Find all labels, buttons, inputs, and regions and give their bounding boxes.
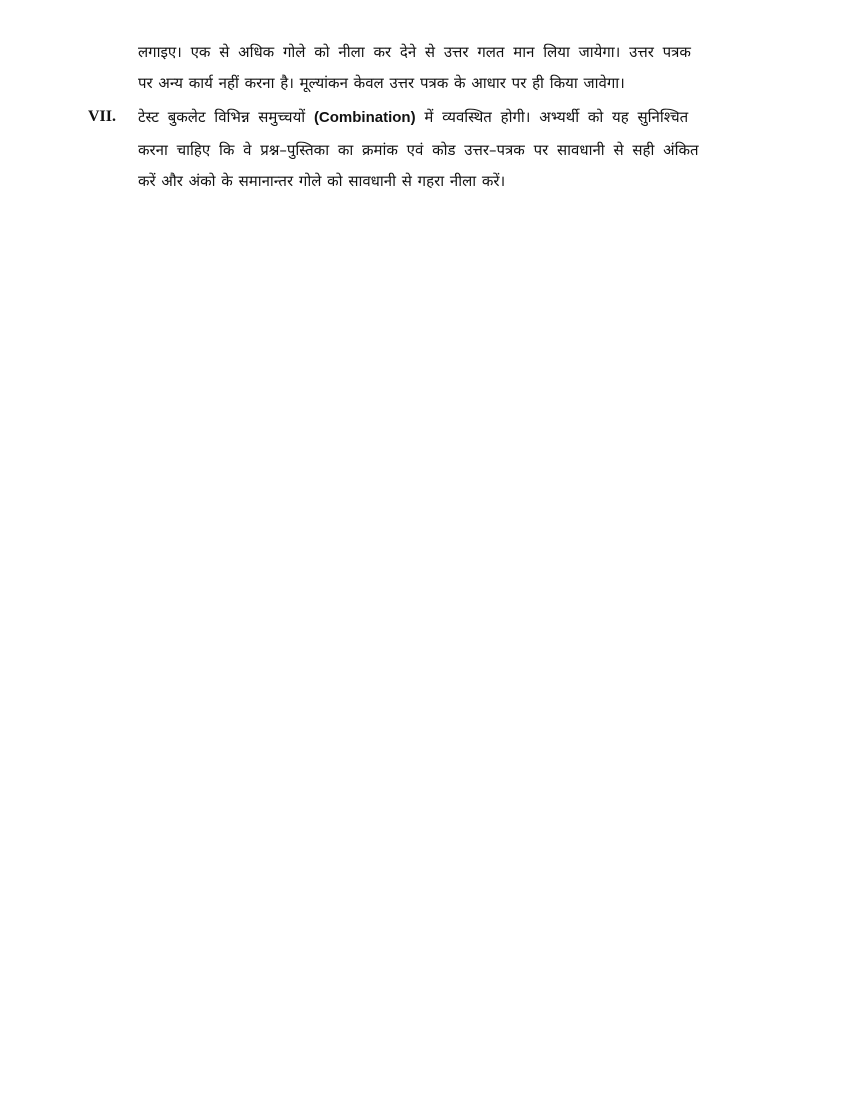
item-vii-line-1-end: में व्यवस्थित होगी। अभ्यर्थी को यह सुनिश्चित — [424, 108, 689, 126]
item-number-vii: VII. — [88, 108, 117, 125]
item-vii-line-3: करें और अंको के समानान्तर गोले को सावधानी से गहरा नीला करें। — [138, 172, 506, 190]
combination-term: (Combination) — [313, 109, 416, 126]
item-vii-line-2: करना चाहिए कि वे प्रश्न–पुस्तिका का क्रमांक एवं कोड उत्तर–पत्रक पर सावधानी से सही अंकित — [138, 141, 699, 159]
instruction-line-1: लगाइए। एक से अधिक गोले को नीला कर देने से उत्तर गलत मान लिया जायेगा। उत्तर पत्रक — [138, 43, 691, 61]
instruction-line-2: पर अन्य कार्य नहीं करना है। मूल्यांकन केवल उत्तर पत्रक के आधार पर ही किया जावेगा। — [138, 74, 625, 92]
item-vii-line-1-start: टेस्ट बुकलेट विभिन्न समुच्चयों — [138, 108, 306, 126]
item-vii-line-1 — [138, 107, 688, 128]
